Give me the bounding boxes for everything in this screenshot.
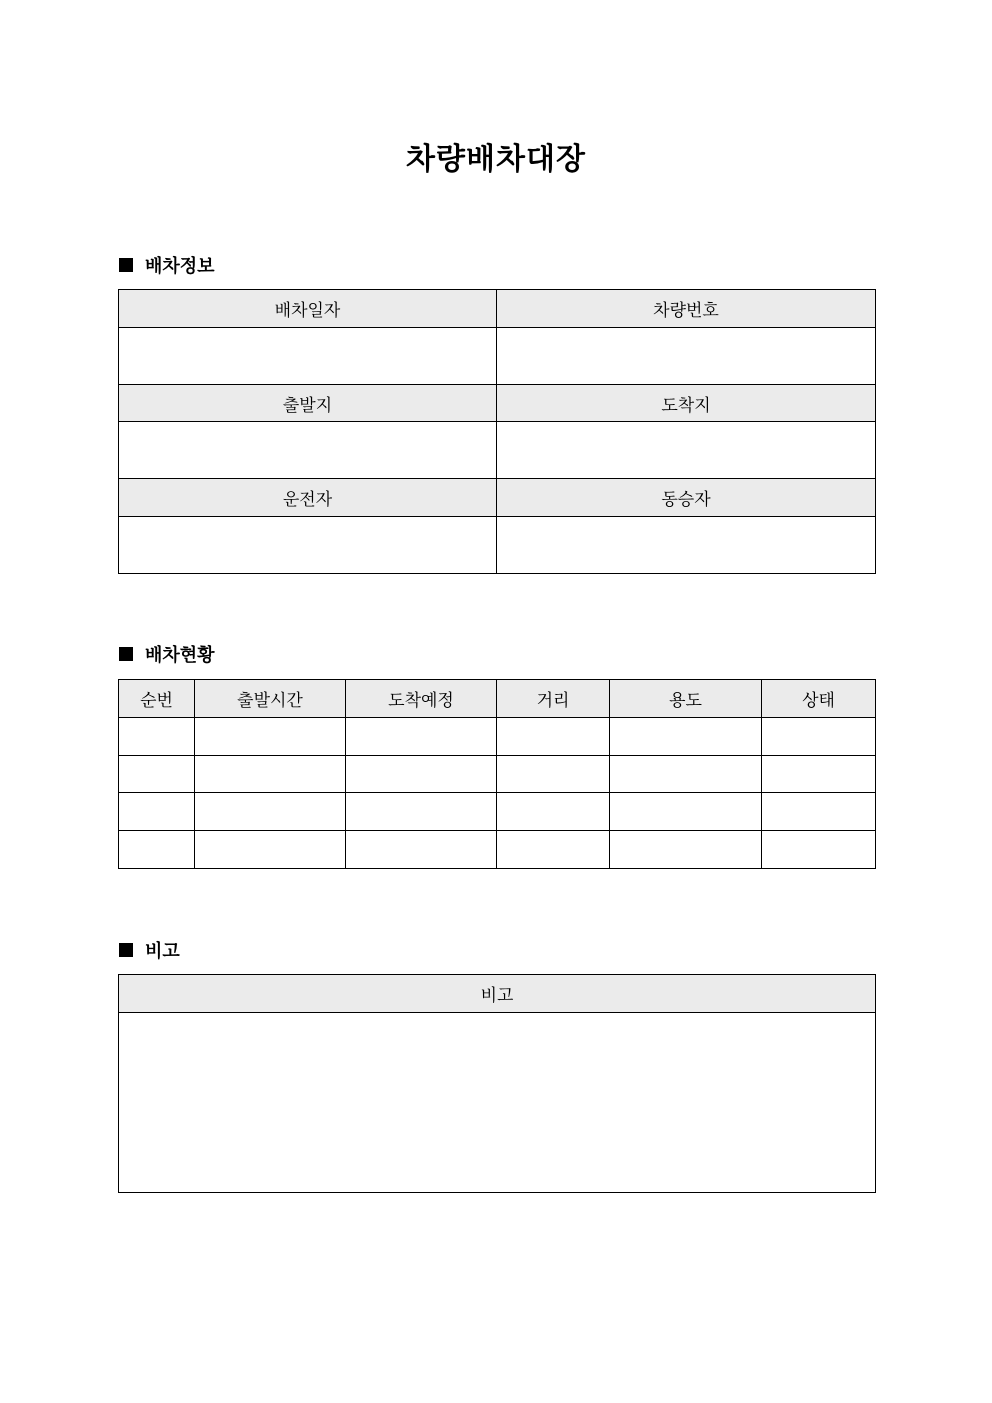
info-table — [118, 289, 876, 574]
table-cell[interactable] — [346, 756, 497, 793]
field-driver[interactable] — [119, 517, 497, 574]
section-heading-label: 배차정보 — [145, 256, 215, 277]
table-cell[interactable] — [610, 793, 762, 831]
table-cell[interactable] — [762, 756, 876, 793]
field-dispatch-date[interactable] — [119, 328, 497, 385]
table-cell[interactable] — [119, 793, 195, 831]
table-cell[interactable] — [346, 793, 497, 831]
header-passenger: 동승자 — [497, 479, 876, 517]
section-heading-info — [119, 252, 215, 278]
column-header-purpose: 용도 — [610, 680, 762, 718]
table-row — [119, 831, 876, 869]
header-dispatch-date: 배차일자 — [119, 290, 497, 328]
table-row — [119, 756, 876, 793]
table-cell[interactable] — [119, 756, 195, 793]
status-table — [118, 679, 876, 869]
table-cell[interactable] — [497, 756, 610, 793]
table-cell[interactable] — [119, 831, 195, 869]
square-bullet-icon — [119, 647, 133, 661]
table-cell[interactable] — [762, 718, 876, 756]
table-cell[interactable] — [346, 831, 497, 869]
remarks-table — [118, 974, 876, 1193]
table-cell[interactable] — [762, 831, 876, 869]
header-vehicle-number: 차량번호 — [497, 290, 876, 328]
header-departure: 출발지 — [119, 385, 497, 422]
table-cell[interactable] — [346, 718, 497, 756]
table-cell[interactable] — [195, 793, 346, 831]
field-destination[interactable] — [497, 422, 876, 479]
table-cell[interactable] — [497, 793, 610, 831]
table-cell[interactable] — [610, 718, 762, 756]
field-remarks[interactable] — [119, 1013, 876, 1193]
section-heading-label: 배차현황 — [145, 645, 215, 666]
table-cell[interactable] — [119, 718, 195, 756]
page-title: 차량배차대장 — [406, 142, 586, 177]
column-header-departure-time: 출발시간 — [195, 680, 346, 718]
square-bullet-icon — [119, 258, 133, 272]
table-cell[interactable] — [497, 831, 610, 869]
column-header-expected-arrival: 도착예정 — [346, 680, 497, 718]
table-cell[interactable] — [610, 756, 762, 793]
section-heading-label: 비고 — [145, 941, 180, 962]
header-remarks: 비고 — [119, 975, 876, 1013]
field-passenger[interactable] — [497, 517, 876, 574]
header-driver: 운전자 — [119, 479, 497, 517]
table-cell[interactable] — [610, 831, 762, 869]
column-header-state: 상태 — [762, 680, 876, 718]
table-cell[interactable] — [195, 831, 346, 869]
column-header-distance: 거리 — [497, 680, 610, 718]
section-heading-remarks — [119, 937, 180, 963]
field-vehicle-number[interactable] — [497, 328, 876, 385]
column-header-seq: 순번 — [119, 680, 195, 718]
table-cell[interactable] — [195, 718, 346, 756]
table-cell[interactable] — [195, 756, 346, 793]
table-row — [119, 718, 876, 756]
square-bullet-icon — [119, 943, 133, 957]
table-cell[interactable] — [497, 718, 610, 756]
header-destination: 도착지 — [497, 385, 876, 422]
field-departure[interactable] — [119, 422, 497, 479]
table-cell[interactable] — [762, 793, 876, 831]
table-row — [119, 793, 876, 831]
section-heading-status — [119, 641, 215, 667]
